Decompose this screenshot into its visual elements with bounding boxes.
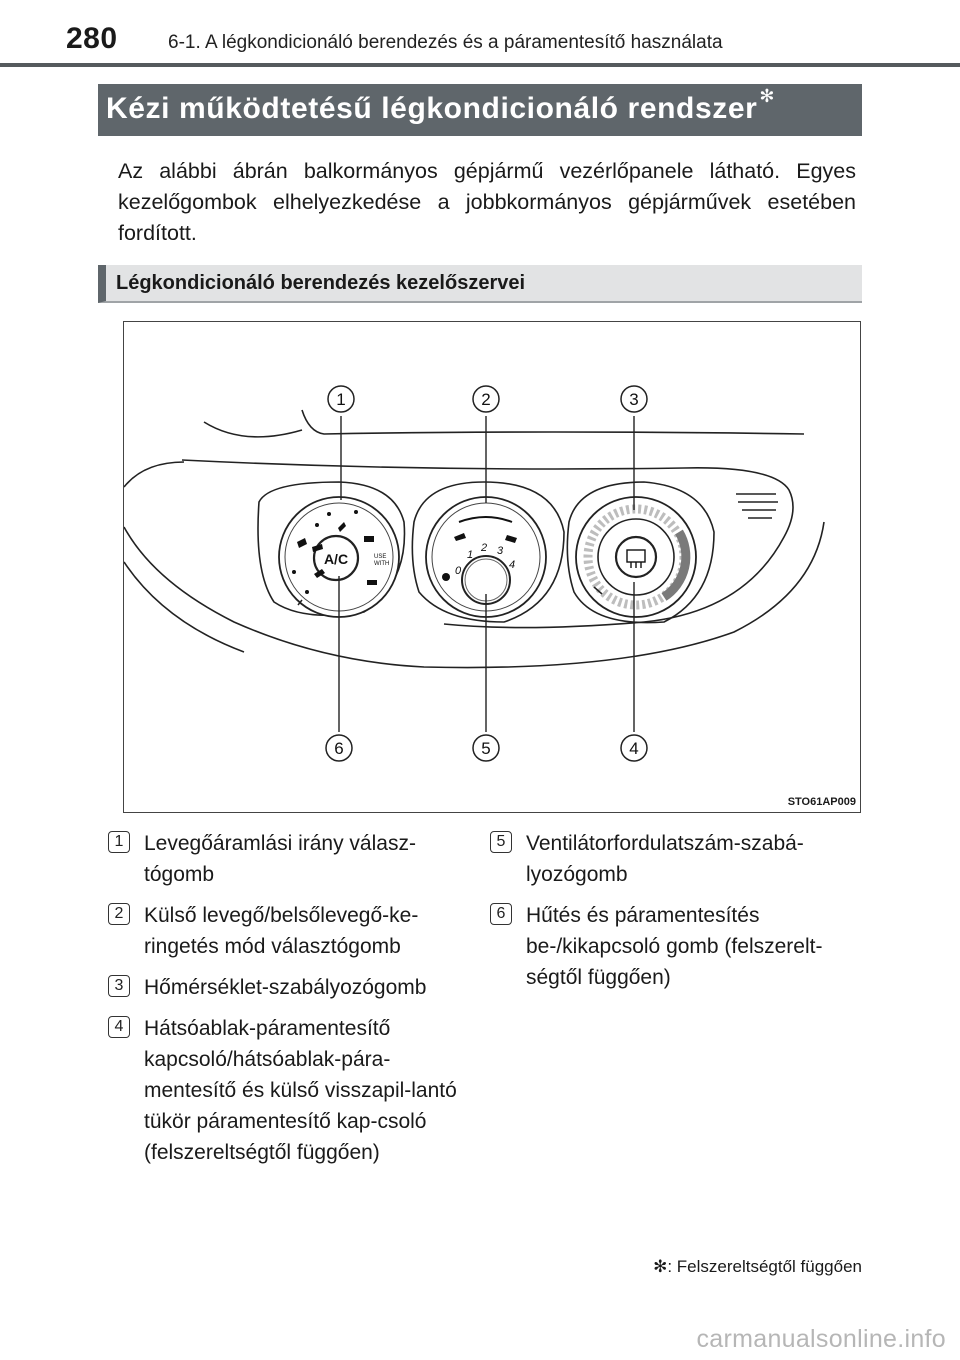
header-rule: [0, 63, 960, 67]
callout-number: 1: [108, 831, 130, 853]
title-asterisk: ✻: [759, 86, 776, 106]
callout-number: 6: [490, 903, 512, 925]
marker-6: [326, 735, 352, 761]
control-panel-illustration: [124, 322, 860, 812]
dash-curve-upper-left: [204, 422, 302, 437]
callout-list-right: [490, 828, 860, 1003]
dash-left-lower: [124, 562, 244, 652]
marker-4-label: 4: [629, 739, 639, 758]
fan-speed-0: 0: [455, 565, 462, 577]
callout-text: Levegőáramlási irány válasz-tógomb: [144, 832, 416, 886]
callout-number: 4: [108, 1016, 130, 1038]
fan-icon: [442, 573, 450, 581]
figure-code: STO61AP009: [787, 796, 856, 808]
marker-1-label: 1: [336, 390, 346, 409]
dash-left-edge: [124, 462, 184, 487]
footnote: ✻: Felszereltségtől függően: [653, 1257, 862, 1276]
section-heading: Légkondicionáló berendezés kezelőszervei: [116, 272, 526, 294]
with-label: WITH: [374, 561, 390, 567]
callout-item: [490, 828, 860, 890]
callout-text: Hőmérséklet-szabályozógomb: [144, 976, 427, 999]
callout-item: [108, 900, 473, 962]
knob-temperature: [576, 497, 696, 617]
callout-list-left: [108, 828, 473, 1178]
page-title: [106, 86, 776, 126]
fan-speed-4: 4: [509, 559, 516, 571]
rear-defog-button: [616, 537, 656, 577]
marker-3: [621, 386, 647, 412]
callout-text: Hátsóablak-páramentesítő kapcsoló/hátsóablak-pára-mentesítő és külső visszapil-lantó tükör páramentesítő kap-csoló (felszereltségtől függően): [144, 1017, 457, 1164]
callout-number: 2: [108, 903, 130, 925]
callout-item: [490, 900, 860, 993]
marker-5: [473, 735, 499, 761]
fan-speed-2: 2: [481, 542, 488, 554]
running-header: 6-1. A légkondicionáló berendezés és a páramentesítő használata: [168, 32, 723, 53]
watermark: carmanualsonline.info: [696, 1325, 946, 1353]
use-label: USE: [374, 554, 387, 560]
section-heading-bar: [98, 265, 862, 303]
marker-2: [473, 386, 499, 412]
marker-4: [621, 735, 647, 761]
control-panel-figure: [123, 321, 861, 813]
callout-item: [108, 972, 473, 1003]
ac-button-label: A/C: [323, 551, 349, 567]
dash-top-edge: [302, 410, 804, 434]
page-number: 280: [66, 22, 118, 55]
page-title-text: Kézi működtetésű légkondicionáló rendszer: [106, 92, 758, 125]
callout-number: 5: [490, 831, 512, 853]
intro-paragraph: Az alábbi ábrán balkormányos gépjármű vezérlőpanele látható. Egyes kezelőgombok elhelyezkedése a jobbkormányos gépjárművek esetében fordított.: [118, 159, 856, 245]
marker-5-label: 5: [481, 739, 491, 758]
marker-3-label: 3: [629, 390, 639, 409]
callout-item: [108, 828, 473, 890]
callout-item: [108, 1013, 473, 1168]
marker-2-label: 2: [481, 390, 491, 409]
marker-1: [328, 386, 354, 412]
callout-text: Külső levegő/belsőlevegő-ke-ringetés mód választógomb: [144, 904, 419, 958]
callout-text: Hűtés és páramentesítés be-/kikapcsoló gomb (felszerelt-ségtől függően): [526, 904, 823, 989]
fan-speed-3: 3: [497, 545, 504, 557]
callout-number: 3: [108, 975, 130, 997]
callout-text: Ventilátorfordulatszám-szabá-lyozógomb: [526, 832, 804, 886]
fan-speed-1: 1: [467, 549, 474, 561]
marker-6-label: 6: [334, 739, 344, 758]
vent-lines: [736, 494, 778, 518]
title-bar: [98, 84, 862, 136]
